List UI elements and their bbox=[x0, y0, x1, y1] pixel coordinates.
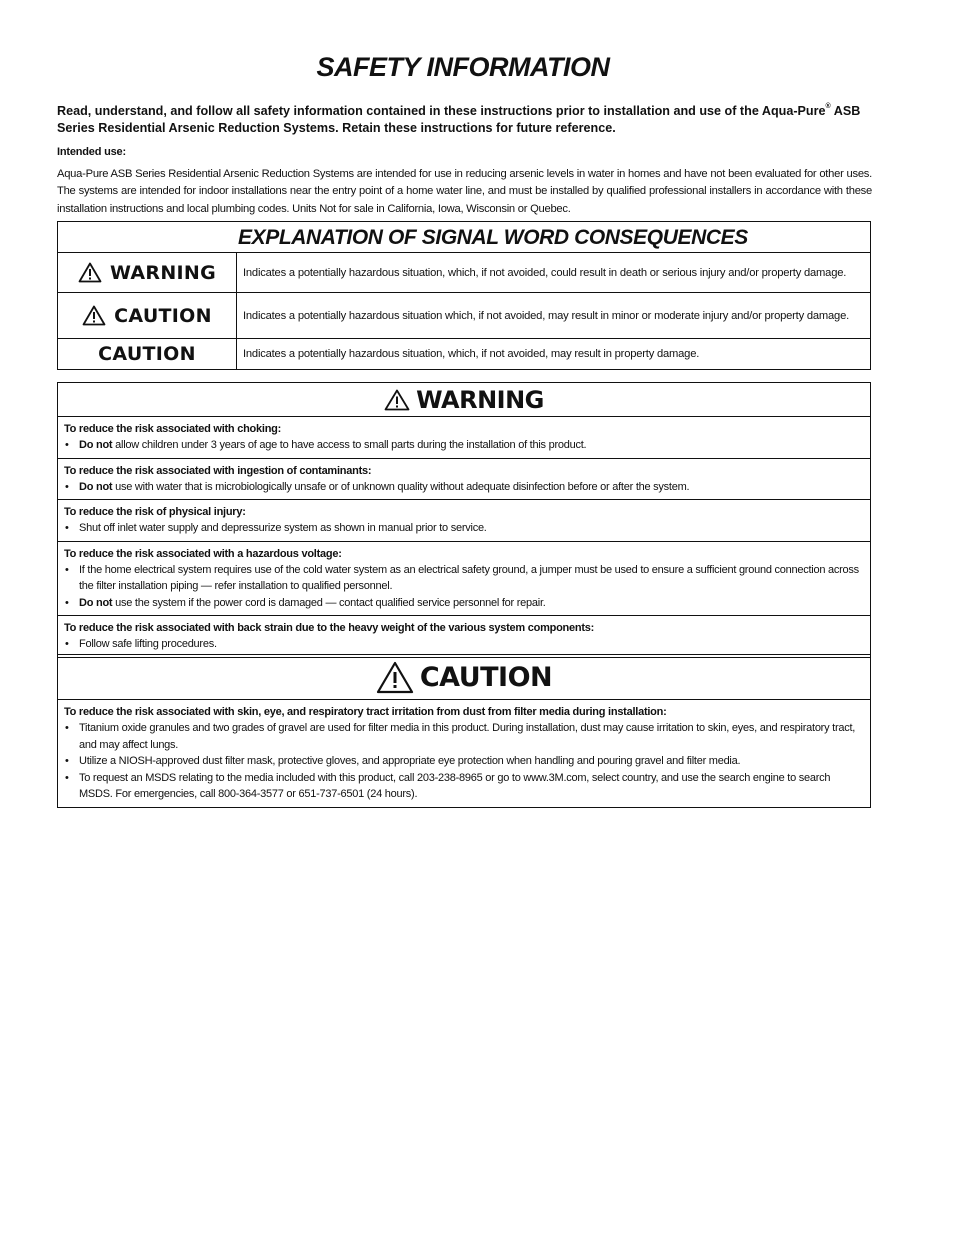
signal-word-table bbox=[57, 221, 871, 370]
list-item: • If the home electrical system requires use of the cold water system as an electrical safety ground, a jumper must be used to ensure a sufficient ground connection across the filter installation piping — refer installation to qualified personnel. bbox=[64, 562, 864, 595]
list-item: • Do not use the system if the power cord is damaged — contact qualified service personnel for repair. bbox=[64, 595, 864, 612]
intro-paragraph bbox=[57, 103, 872, 137]
section-title: To reduce the risk associated with skin, eye, and respiratory tract irritation from dust from filter media during installation: bbox=[64, 706, 667, 718]
section-title: To reduce the risk associated with choking: bbox=[64, 423, 282, 435]
section-title: To reduce the risk associated with back strain due to the heavy weight of the various system components: bbox=[64, 622, 595, 634]
signal-word: CAUTION bbox=[114, 304, 212, 327]
intended-use-text: Aqua-Pure ASB Series Residential Arsenic Reduction Systems are intended for use in reducing arsenic levels in water in homes and have not been evaluated for other uses. The systems are intended for indoor installations near the entry point of a home water line, and must be installed by qualified professional installers in accordance with these installation instructions and local plumbing codes. Units Not for sale in California, Iowa, Wisconsin or Quebec. bbox=[57, 168, 872, 215]
warning-section-voltage bbox=[58, 542, 870, 617]
list-item: • Follow safe lifting procedures. bbox=[64, 636, 864, 653]
signal-row-caution-property bbox=[58, 339, 870, 369]
signal-description: Indicates a potentially hazardous situation which, if not avoided, may result in minor or moderate injury and/or property damage. bbox=[243, 309, 850, 322]
caution-box-header bbox=[58, 655, 870, 700]
signal-cell bbox=[58, 293, 237, 338]
list-item: • Titanium oxide granules and two grades of gravel are used for filter media in this product. During installation, dust may cause irritation to skin, eyes, and respiratory tract, and may affect lungs. bbox=[64, 720, 864, 753]
page-title: SAFETY INFORMATION bbox=[316, 52, 610, 82]
section-title: To reduce the risk associated with ingestion of contaminants: bbox=[64, 464, 372, 477]
intro-text-2: ASB Series Residential Arsenic Reduction Systems. Retain these instructions for future reference. bbox=[57, 104, 861, 135]
signal-cell bbox=[58, 339, 237, 369]
warning-section-contaminants bbox=[58, 459, 870, 501]
warning-triangle-icon bbox=[78, 262, 102, 283]
list-item: • Shut off inlet water supply and depressurize system as shown in manual prior to service. bbox=[64, 520, 864, 537]
warning-section-physical-injury bbox=[58, 500, 870, 542]
intro-text-1: Read, understand, and follow all safety information contained in these instructions prior to installation and use of the Aqua-Pure bbox=[57, 104, 826, 118]
signal-row-warning bbox=[58, 253, 870, 293]
warning-box-title: WARNING bbox=[416, 385, 544, 414]
caution-box-title: CAUTION bbox=[419, 661, 553, 693]
signal-cell bbox=[58, 253, 237, 292]
list-item: • Do not allow children under 3 years of age to have access to small parts during the installation of this product. bbox=[64, 437, 864, 454]
warning-section-choking bbox=[58, 417, 870, 459]
signal-word: CAUTION bbox=[98, 343, 196, 365]
caution-box bbox=[57, 654, 871, 808]
section-title: To reduce the risk of physical injury: bbox=[64, 506, 246, 518]
signal-row-caution bbox=[58, 293, 870, 339]
warning-triangle-icon bbox=[384, 389, 410, 411]
list-item: • Do not use with water that is microbiologically unsafe or of unknown quality without adequate disinfection before or after the system. bbox=[64, 479, 864, 496]
list-item: • To request an MSDS relating to the media included with this product, call 203-238-8965 or go to www.3M.com, select country, and use the search engine to search MSDS. For emergencies, call 800-364-3577 or 651-737-6501 (24 hours). bbox=[64, 770, 864, 803]
warning-triangle-icon bbox=[82, 305, 106, 326]
signal-word-table-title: EXPLANATION OF SIGNAL WORD CONSEQUENCES bbox=[58, 222, 870, 253]
signal-word: WARNING bbox=[109, 261, 216, 284]
registered-mark: ® bbox=[825, 103, 831, 110]
warning-section-back-strain bbox=[58, 616, 870, 657]
signal-description: Indicates a potentially hazardous situation, which, if not avoided, could result in death or serious injury and/or property damage. bbox=[243, 266, 847, 279]
warning-box-header bbox=[58, 383, 870, 417]
warning-box bbox=[57, 382, 871, 658]
section-title: To reduce the risk associated with a hazardous voltage: bbox=[64, 547, 342, 560]
list-item: • Utilize a NIOSH-approved dust filter mask, protective gloves, and appropriate eye protection when handling and pouring gravel and filter media. bbox=[64, 753, 864, 770]
caution-section-dust bbox=[58, 700, 870, 807]
signal-description: Indicates a potentially hazardous situation, which, if not avoided, may result in property damage. bbox=[243, 348, 700, 360]
warning-triangle-icon bbox=[376, 661, 414, 694]
intended-use-label: Intended use: bbox=[57, 146, 126, 158]
